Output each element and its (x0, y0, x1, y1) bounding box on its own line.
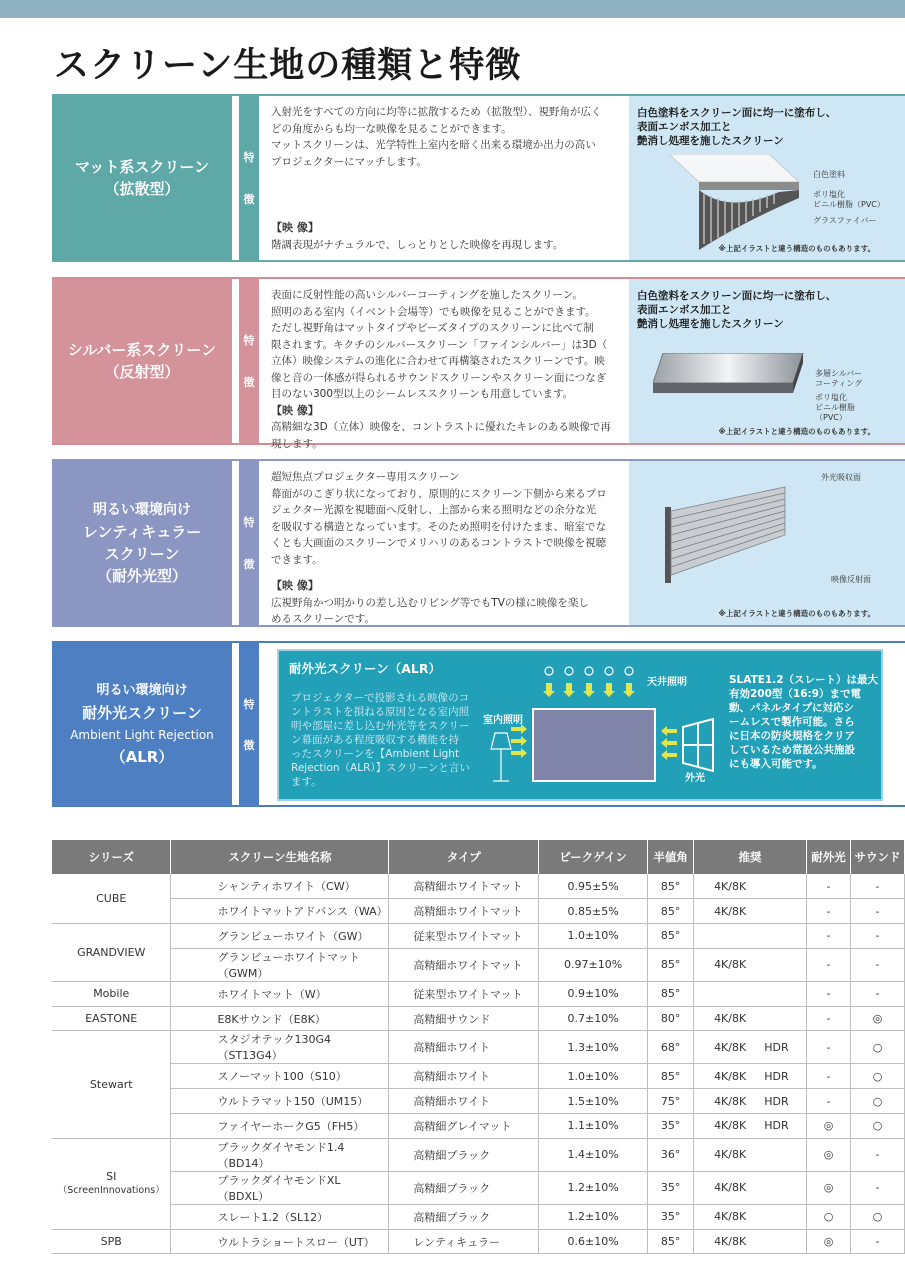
type-cell: 高精細グレイマット (389, 1114, 539, 1139)
half-angle-cell: 68° (648, 1031, 694, 1064)
recommended-res: 4K/8K (714, 1094, 747, 1108)
tokucho-label: 特 徴 (239, 643, 259, 805)
table-row (52, 899, 905, 924)
peak-gain-cell: 0.7±10% (539, 1006, 648, 1031)
half-angle-cell: 36° (648, 1138, 694, 1171)
hdr-badge: HDR (764, 1040, 789, 1054)
sound-cell: - (850, 981, 904, 1006)
alr-description: プロジェクターで投影される映像のコ ントラストを損ねる原因となる室内照 明や部屋に差し込む外光等をスクリー ン幕面がある程度吸収する機能を持 ったスクリーンを【Ambient Light Rejection（ALR）】スクリーンと言い ます。 (291, 692, 470, 788)
illustration-note: ※上記イラストと違う構造のものもあります。 (718, 427, 875, 436)
ambient-cell: - (807, 1031, 851, 1064)
peak-gain-cell: 0.9±10% (539, 981, 648, 1006)
table-row (52, 1114, 905, 1139)
type-cell: 高精細ホワイトマット (389, 948, 539, 981)
ambient-cell: - (807, 1064, 851, 1089)
type-cell: 高精細ホワイトマット (389, 874, 539, 899)
series-cell: SPB (52, 1229, 171, 1254)
peak-gain-cell: 1.2±10% (539, 1171, 648, 1204)
ambient-cell: ◎ (807, 1114, 851, 1139)
recommended-cell (694, 948, 807, 981)
recommended-cell (694, 1229, 807, 1254)
type-cell: 高精細ホワイトマット (389, 899, 539, 924)
fabric-name-cell: ウルトラショートスロー（UT） (171, 1229, 389, 1254)
half-angle-cell: 35° (648, 1171, 694, 1204)
half-angle-cell: 35° (648, 1204, 694, 1229)
ceiling-light-icon (545, 667, 633, 675)
ambient-cell: - (807, 899, 851, 924)
silver-screen-name: シルバー系スクリーン （反射型） (52, 279, 232, 443)
illustration-note: ※上記イラストと違う構造のものもあります。 (718, 244, 875, 253)
peak-gain-cell: 1.4±10% (539, 1138, 648, 1171)
sound-cell: - (850, 948, 904, 981)
table-row (52, 1204, 905, 1229)
peak-gain-cell: 0.6±10% (539, 1229, 648, 1254)
label-pvc: ポリ塩化 (815, 393, 847, 402)
fabric-name-cell: ホワイトマット（W） (171, 981, 389, 1006)
sound-cell: - (850, 899, 904, 924)
ambient-cell: - (807, 924, 851, 949)
peak-gain-cell: 1.1±10% (539, 1114, 648, 1139)
table-row (52, 1138, 905, 1171)
recommended-cell (694, 1089, 807, 1114)
sound-cell: ◎ (850, 1006, 904, 1031)
half-angle-cell: 85° (648, 981, 694, 1006)
matte-screen-section (52, 94, 905, 262)
header-type: タイプ (389, 840, 539, 874)
half-angle-cell: 85° (648, 899, 694, 924)
recommended-res: 4K/8K (714, 1040, 747, 1054)
type-cell: 高精細ブラック (389, 1204, 539, 1229)
window-icon (683, 719, 713, 771)
recommended-cell (694, 874, 807, 899)
tokucho-label: 特 徴 (239, 279, 259, 443)
eizo-heading: 【映 像】 (271, 403, 319, 417)
fabric-name-cell: スタジオテック130G4（ST13G4） (171, 1031, 389, 1064)
alr-heading: 耐外光スクリーン（ALR） (289, 661, 442, 676)
recommended-res: 4K/8K (714, 1119, 747, 1133)
fabric-name-cell: スノーマット100（S10） (171, 1064, 389, 1089)
sound-cell: - (850, 1229, 904, 1254)
type-cell: 高精細ホワイト (389, 1064, 539, 1089)
eizo-heading: 【映 像】 (271, 579, 319, 592)
type-cell: 高精細ホワイト (389, 1089, 539, 1114)
type-cell: 従来型ホワイトマット (389, 924, 539, 949)
peak-gain-cell: 0.85±5% (539, 899, 648, 924)
sound-cell: ○ (850, 1089, 904, 1114)
series-cell: Stewart (52, 1031, 171, 1138)
lenticular-description: 超短焦点プロジェクター専用スクリーン 幕面がのこぎり状になっており、原則的にスクリーン下側から来るプロ ジェクター光源を視聴面へ反射し、上部から来る照明などの余分な光 を吸収する構造となっています。そのため照明を付けたまま、暗室でな くとも大画面のスクリーンでメリハリのあるコントラストで映像を視聴 できます。 【映 像】 広視野角かつ明かりの差し込むリビング等でもTVの様に映像を楽し めるスクリーンです。 (265, 461, 627, 625)
label-pvc: ポリ塩化 (813, 190, 845, 199)
label-white-paint: 白色塗料 (813, 170, 845, 179)
recommended-cell (694, 1204, 807, 1229)
peak-gain-cell: 1.0±10% (539, 924, 648, 949)
fabric-name-cell: ホワイトマットアドバンス（WA） (171, 899, 389, 924)
half-angle-cell: 85° (648, 1064, 694, 1089)
series-cell: EASTONE (52, 1006, 171, 1031)
peak-gain-cell: 0.97±10% (539, 948, 648, 981)
recommended-res: 4K/8K (714, 1012, 747, 1026)
screen-spec-table (52, 840, 905, 1254)
matte-layer-diagram (669, 154, 809, 254)
series-cell: CUBE (52, 874, 171, 924)
ambient-cell: - (807, 1089, 851, 1114)
label-ceiling-light: 天井照明 (647, 677, 687, 688)
recommended-cell (694, 1064, 807, 1089)
sound-cell: ○ (850, 1031, 904, 1064)
label-outside-light: 外光 (685, 773, 705, 784)
header-fabric-name: スクリーン生地名称 (171, 840, 389, 874)
fabric-name-cell: グランビューホワイトマット（GWM） (171, 948, 389, 981)
half-angle-cell: 85° (648, 924, 694, 949)
tokucho-label: 特 徴 (239, 461, 259, 625)
label-pvc-2: ビニル樹脂（PVC） (813, 200, 885, 209)
hdr-badge: HDR (764, 1119, 789, 1133)
recommended-cell (694, 1138, 807, 1171)
series-cell: SI （ScreenInnovations） (52, 1138, 171, 1229)
series-cell: Mobile (52, 981, 171, 1006)
tokucho-label: 特 徴 (239, 96, 259, 260)
fabric-name-cell: E8Kサウンド（E8K） (171, 1006, 389, 1031)
label-ambient-absorb-surface: 外光吸収面 (821, 473, 861, 482)
table-row (52, 1089, 905, 1114)
label-silver-coating-2: コーティング (815, 379, 863, 388)
peak-gain-cell: 0.95±5% (539, 874, 648, 899)
type-cell: レンティキュラー (389, 1229, 539, 1254)
recommended-res: 4K/8K (714, 1069, 747, 1083)
lenticular-illustration (629, 461, 905, 625)
sound-cell: - (850, 1138, 904, 1171)
series-cell: GRANDVIEW (52, 924, 171, 982)
half-angle-cell: 85° (648, 948, 694, 981)
sound-cell: ○ (850, 1204, 904, 1229)
label-image-reflect-surface: 映像反射面 (831, 575, 871, 584)
type-cell: 高精細サウンド (389, 1006, 539, 1031)
ambient-cell: - (807, 948, 851, 981)
page-title: スクリーン生地の種類と特徴 (54, 46, 522, 86)
half-angle-cell: 85° (648, 874, 694, 899)
header-half-angle: 半値角 (648, 840, 694, 874)
type-cell: 従来型ホワイトマット (389, 981, 539, 1006)
recommended-res: 4K/8K (714, 879, 747, 893)
ambient-cell: ◎ (807, 1171, 851, 1204)
sound-cell: - (850, 1171, 904, 1204)
ambient-cell: ◎ (807, 1138, 851, 1171)
slate-description: SLATE1.2（スレート）は最大 有効200型（16:9）まで電 動、パネルタイプに対応シ ームレスで製作可能。さら に日本の防炎規格をクリア しているため常設公共施設 にも導入可能です。 (729, 674, 878, 770)
recommended-res: 4K/8K (714, 1235, 747, 1249)
recommended-res: 4K/8K (714, 904, 747, 918)
table-row (52, 924, 905, 949)
silver-illustration: 白色塗料をスクリーン面に均一に塗布し、 表面エンボス加工と 艶消し処理を施したスクリーン 多層シルバー コーティング ポリ塩化 ビニル樹脂 （PVC） ※上記イラストと違う構造のものもあります。 (629, 279, 905, 443)
fabric-name-cell: ウルトラマット150（UM15） (171, 1089, 389, 1114)
sound-cell: ○ (850, 1114, 904, 1139)
top-color-bar (0, 0, 905, 18)
fabric-name-cell: シャンティホワイト（CW） (171, 874, 389, 899)
ambient-cell: ○ (807, 1204, 851, 1229)
peak-gain-cell: 1.5±10% (539, 1089, 648, 1114)
half-angle-cell: 80° (648, 1006, 694, 1031)
peak-gain-cell: 1.0±10% (539, 1064, 648, 1089)
ambient-cell: ◎ (807, 1229, 851, 1254)
fabric-name-cell: ファイヤーホークG5（FH5） (171, 1114, 389, 1139)
label-room-light: 室内照明 (483, 715, 523, 726)
recommended-cell (694, 1114, 807, 1139)
hdr-badge: HDR (764, 1069, 789, 1083)
header-recommended: 推奨 (694, 840, 807, 874)
label-glass-fiber: グラスファイバー (813, 216, 877, 225)
table-row (52, 1006, 905, 1031)
header-series: シリーズ (52, 840, 171, 874)
sound-cell: - (850, 924, 904, 949)
alr-screen-name: 明るい環境向け 耐外光スクリーン Ambient Light Rejection （ALR） (52, 643, 232, 805)
type-cell: 高精細ブラック (389, 1171, 539, 1204)
eizo-heading: 【映 像】 (271, 221, 319, 234)
silver-description: 表面に反射性能の高いシルバーコーティングを施したスクリーン。 照明のある室内（イベント会場等）でも映像を見ることができます。 ただし視野角はマットタイプやビーズタイプのスクリーンに比べて制 限されます。キクチのシルバースクリーン「ファインシルバー」は3D（ 立体）映像システムの進化に合わせて再構築されたスクリーンです。映 像と音の一体感が得られるサウンドスクリーンやスクリーン面につなぎ 目のない300型以上のシームレススクリーンも用意しています。 【映 像】 高精細な3D（立体）映像を、コントラストに優れたキレのある映像で再 現します。 (265, 279, 627, 443)
table-row (52, 981, 905, 1006)
type-cell: 高精細ホワイト (389, 1031, 539, 1064)
recommended-cell (694, 981, 807, 1006)
table-row (52, 1229, 905, 1254)
recommended-res: 4K/8K (714, 958, 747, 972)
lenticular-sawtooth-diagram (665, 481, 815, 591)
fabric-name-cell: スレート1.2（SL12） (171, 1204, 389, 1229)
alr-screen-section (52, 641, 905, 807)
half-angle-cell: 85° (648, 1229, 694, 1254)
silver-screen-section (52, 277, 905, 450)
alr-info-panel (277, 649, 883, 801)
ambient-cell: - (807, 874, 851, 899)
silver-layer-diagram (653, 353, 813, 403)
recommended-cell (694, 1171, 807, 1204)
recommended-res: 4K/8K (714, 1148, 747, 1162)
label-silver-coating: 多層シルバー (815, 369, 863, 378)
room-lamp-icon (491, 733, 511, 781)
peak-gain-cell: 1.3±10% (539, 1031, 648, 1064)
type-cell: 高精細ブラック (389, 1138, 539, 1171)
fabric-name-cell: グランビューホワイト（GW） (171, 924, 389, 949)
label-pvc-2: ビニル樹脂 (815, 403, 855, 412)
table-row (52, 1064, 905, 1089)
sound-cell: - (850, 874, 904, 899)
recommended-res: 4K/8K (714, 1181, 747, 1195)
fabric-name-cell: ブラックダイヤモンドXL（BDXL） (171, 1171, 389, 1204)
hdr-badge: HDR (764, 1094, 789, 1108)
sound-cell: ○ (850, 1064, 904, 1089)
header-sound: サウンド (850, 840, 904, 874)
recommended-cell (694, 1031, 807, 1064)
fabric-name-cell: ブラックダイヤモンド1.4（BD14） (171, 1138, 389, 1171)
ambient-cell: - (807, 1006, 851, 1031)
peak-gain-cell: 1.2±10% (539, 1204, 648, 1229)
half-angle-cell: 75° (648, 1089, 694, 1114)
matte-description: 入射光をすべての方向に均等に拡散するため（拡散型）、視野角が広く どの角度からも均一な映像を見ることができます。 マットスクリーンは、光学特性上室内を暗く出来る環境か出力の高い プロジェクターにマッチします。 【映 像】 階調表現がナチュラルで、しっとりとした映像を再現します。 (265, 96, 627, 260)
label-pvc-3: （PVC） (815, 413, 847, 422)
table-header-row (52, 840, 905, 874)
lenticular-screen-name: 明るい環境向け レンティキュラー スクリーン （耐外光型） (52, 461, 232, 625)
recommended-cell (694, 899, 807, 924)
matte-illustration: 白色塗料をスクリーン面に均一に塗布し、 表面エンボス加工と 艶消し処理を施したスクリーン 白色塗料 ポリ塩化 ビニル樹脂（PVC） グラスファイバー ※上記イラストと違う構造のものもあります。 (629, 96, 905, 260)
matte-screen-name: マット系スクリーン （拡散型） (52, 96, 232, 260)
header-ambient: 耐外光 (807, 840, 851, 874)
table-row (52, 948, 905, 981)
ambient-cell: - (807, 981, 851, 1006)
table-row (52, 874, 905, 899)
half-angle-cell: 35° (648, 1114, 694, 1139)
lenticular-screen-section (52, 459, 905, 627)
table-row (52, 1171, 905, 1204)
recommended-cell (694, 1006, 807, 1031)
illustration-note: ※上記イラストと違う構造のものもあります。 (718, 609, 875, 618)
recommended-res: 4K/8K (714, 1210, 747, 1224)
header-peak-gain: ピークゲイン (539, 840, 648, 874)
table-row (52, 1031, 905, 1064)
recommended-cell (694, 924, 807, 949)
